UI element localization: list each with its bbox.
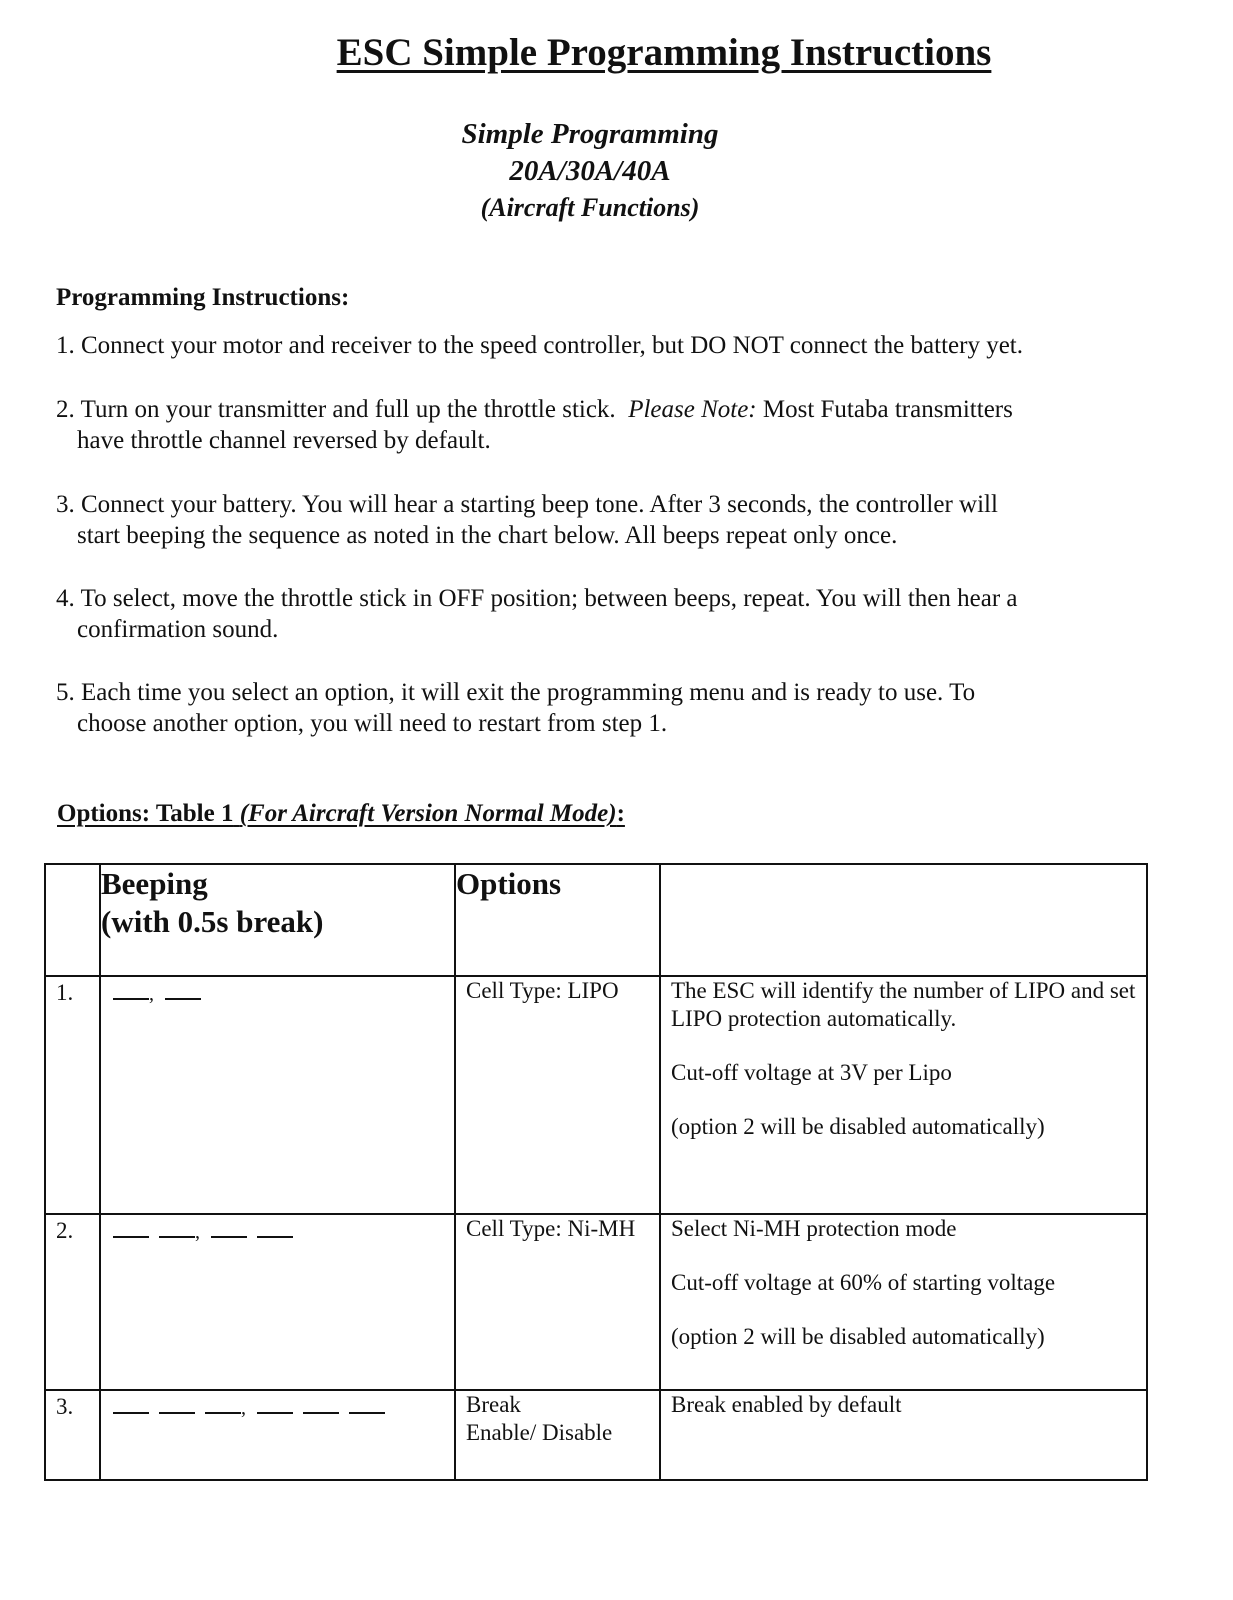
row-number: 3. (45, 1390, 100, 1480)
beep-dash (165, 984, 201, 1000)
step-text-cont: Most Futaba transmitters (762, 396, 1013, 423)
step-number: 5. (56, 679, 75, 706)
step-text: Each time you select an option, it will exit the programming menu and is ready to use. To (81, 679, 976, 706)
instruction-step-4 (56, 583, 1166, 645)
option-name: Cell Type: Ni-MH (455, 1214, 660, 1390)
step-text-line2: start beeping the sequence as noted in the chart below. All beeps repeat only once. (77, 522, 898, 549)
header-description-cell (660, 864, 1147, 976)
options-table-heading (57, 800, 625, 828)
table-row (45, 1214, 1147, 1390)
step-text: Turn on your transmitter and full up the throttle stick. (80, 396, 616, 423)
header-beeping-note: (with 0.5s break) (101, 904, 324, 939)
beep-dash (113, 1398, 149, 1414)
option-name: Cell Type: LIPO (455, 976, 660, 1214)
row-number: 1. (45, 976, 100, 1214)
step-text-line2: choose another option, you will need to restart from step 1. (77, 710, 668, 737)
beep-dash (113, 1222, 149, 1238)
description-line: The ESC will identify the number of LIPO and set LIPO protection automatically. (671, 978, 1136, 1031)
beep-dash (159, 1222, 195, 1238)
description-line: (option 2 will be disabled automatically) (671, 1114, 1045, 1139)
step-number: 1. (56, 332, 75, 359)
step-number: 3. (56, 491, 75, 518)
instruction-step-2 (56, 394, 1166, 456)
instruction-step-5 (56, 677, 1166, 739)
header-options-label: Options (456, 866, 562, 901)
row-number: 2. (45, 1214, 100, 1390)
step-text-line2: have throttle channel reversed by default. (77, 427, 491, 454)
option-description (660, 976, 1147, 1214)
beep-dash (257, 1398, 293, 1414)
beep-dash (159, 1398, 195, 1414)
instructions-heading: Programming Instructions: (56, 284, 350, 311)
option-name-line1: Break (466, 1392, 521, 1417)
table-row (45, 1390, 1147, 1480)
description-line: (option 2 will be disabled automatically) (671, 1324, 1045, 1349)
beep-dash (113, 984, 149, 1000)
table-heading-colon: : (616, 800, 625, 827)
beep-separator: , (149, 983, 155, 1005)
note-label: Please Note: (628, 396, 757, 423)
subtitle-line-2: 20A/30A/40A (509, 155, 671, 187)
option-description (660, 1214, 1147, 1390)
beep-dash (257, 1222, 293, 1238)
subtitle-line-1: Simple Programming (461, 118, 719, 150)
header-options-cell (455, 864, 660, 976)
beep-pattern (100, 1390, 455, 1480)
beep-dash (205, 1398, 241, 1414)
description-line: Cut-off voltage at 3V per Lipo (671, 1060, 952, 1085)
header-beeping-label: Beeping (101, 866, 208, 901)
step-text: Connect your battery. You will hear a starting beep tone. After 3 seconds, the controller will (81, 491, 998, 518)
description-line: Select Ni-MH protection mode (671, 1216, 957, 1241)
beep-pattern (100, 1214, 455, 1390)
instruction-step-1 (56, 330, 1166, 361)
beep-dash (211, 1222, 247, 1238)
beep-dash (303, 1398, 339, 1414)
step-text: To select, move the throttle stick in OFF position; between beeps, repeat. You will then hear a (80, 585, 1018, 612)
header-beeping-cell (100, 864, 455, 976)
beep-pattern (100, 976, 455, 1214)
header-number-cell (45, 864, 100, 976)
options-table (44, 863, 1148, 1481)
document-title: ESC Simple Programming Instructions (336, 31, 992, 74)
option-name-line2: Enable/ Disable (466, 1420, 613, 1445)
description-line: Break enabled by default (671, 1392, 902, 1417)
step-number: 2. (56, 396, 75, 423)
subtitle-line-3: (Aircraft Functions) (480, 193, 700, 222)
beep-dash (349, 1398, 385, 1414)
table-row (45, 976, 1147, 1214)
table-heading-main: Options: Table 1 (57, 800, 234, 827)
step-text: Connect your motor and receiver to the speed controller, but DO NOT connect the battery yet. (81, 332, 1023, 359)
instruction-step-3 (56, 489, 1166, 551)
table-header-row (45, 864, 1147, 976)
table-heading-italic: (For Aircraft Version Normal Mode) (239, 800, 617, 827)
description-line: Cut-off voltage at 60% of starting voltage (671, 1270, 1056, 1295)
step-text-line2: confirmation sound. (77, 616, 279, 643)
step-number: 4. (56, 585, 75, 612)
beep-separator: , (241, 1397, 247, 1419)
option-description (660, 1390, 1147, 1480)
option-name (455, 1390, 660, 1480)
beep-separator: , (195, 1221, 201, 1243)
